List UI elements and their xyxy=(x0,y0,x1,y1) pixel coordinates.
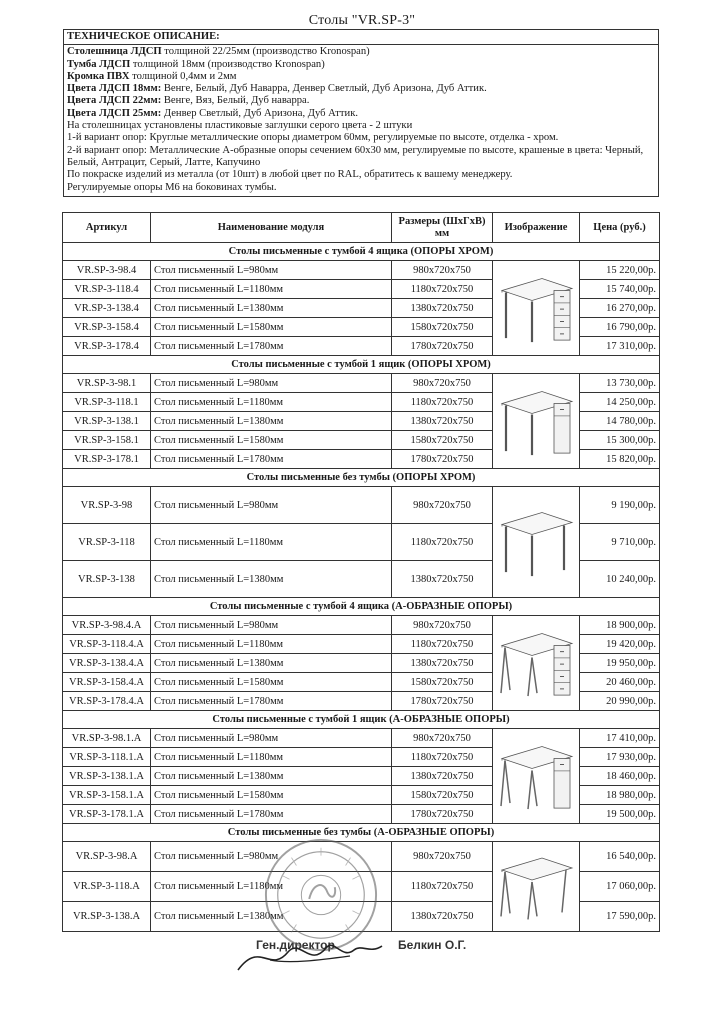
size-cell: 1780х720х750 xyxy=(392,450,493,469)
size-cell: 980х720х750 xyxy=(392,487,493,524)
table-header-row xyxy=(63,213,660,243)
signatory-position: Ген.директор xyxy=(256,938,335,952)
tech-line: По покраске изделий из металла (от 10шт) в любой цвет по RAL, обратитесь к вашему менеджеру. xyxy=(67,169,513,181)
name-cell: Стол письменный L=1780мм xyxy=(151,805,392,824)
article-cell: VR.SP-3-158.4 xyxy=(63,318,151,337)
price-cell: 9 190,00р. xyxy=(580,487,660,524)
section-title: Столы письменные без тумбы (А-ОБРАЗНЫЕ ОПОРЫ) xyxy=(63,824,660,842)
product-image-cell xyxy=(493,374,580,469)
article-cell: VR.SP-3-178.1 xyxy=(63,450,151,469)
name-cell: Стол письменный L=1380мм xyxy=(151,412,392,431)
name-cell: Стол письменный L=1380мм xyxy=(151,902,392,932)
size-cell: 980х720х750 xyxy=(392,261,493,280)
article-cell: VR.SP-3-118.A xyxy=(63,872,151,902)
article-cell: VR.SP-3-178.4.A xyxy=(63,692,151,711)
size-cell: 980х720х750 xyxy=(392,842,493,872)
section-header-row xyxy=(63,469,660,487)
article-cell: VR.SP-3-118.1 xyxy=(63,393,151,412)
desk-a-frame-no-pedestal-icon xyxy=(496,845,576,929)
article-cell: VR.SP-3-138 xyxy=(63,561,151,598)
price-cell: 19 420,00р. xyxy=(580,635,660,654)
price-cell: 15 220,00р. xyxy=(580,261,660,280)
article-cell: VR.SP-3-158.4.A xyxy=(63,673,151,692)
name-cell: Стол письменный L=980мм xyxy=(151,842,392,872)
size-cell: 1580х720х750 xyxy=(392,318,493,337)
section-title: Столы письменные с тумбой 4 ящика (А-ОБРАЗНЫЕ ОПОРЫ) xyxy=(63,598,660,616)
table-row xyxy=(63,487,660,524)
price-cell: 14 780,00р. xyxy=(580,412,660,431)
size-cell: 1780х720х750 xyxy=(392,692,493,711)
size-cell: 1180х720х750 xyxy=(392,748,493,767)
size-cell: 1180х720х750 xyxy=(392,393,493,412)
price-cell: 15 740,00р. xyxy=(580,280,660,299)
article-cell: VR.SP-3-158.1.A xyxy=(63,786,151,805)
name-cell: Стол письменный L=1780мм xyxy=(151,450,392,469)
size-cell: 1580х720х750 xyxy=(392,673,493,692)
name-cell: Стол письменный L=1580мм xyxy=(151,786,392,805)
tech-line: 1-й вариант опор: Круглые металлические опоры диаметром 60мм, регулируемые по высоте, отделка - хром. xyxy=(67,132,559,144)
size-cell: 1780х720х750 xyxy=(392,337,493,356)
section-header-row xyxy=(63,356,660,374)
article-cell: VR.SP-3-118 xyxy=(63,524,151,561)
price-cell: 19 950,00р. xyxy=(580,654,660,673)
price-cell: 9 710,00р. xyxy=(580,524,660,561)
article-cell: VR.SP-3-158.1 xyxy=(63,431,151,450)
price-cell: 16 790,00р. xyxy=(580,318,660,337)
size-cell: 1380х720х750 xyxy=(392,902,493,932)
name-cell: Стол письменный L=980мм xyxy=(151,616,392,635)
article-cell: VR.SP-3-178.4 xyxy=(63,337,151,356)
size-cell: 1180х720х750 xyxy=(392,280,493,299)
table-row xyxy=(63,261,660,280)
tech-line: Кромка ПВХ толщиной 0,4мм и 2мм xyxy=(67,70,237,82)
product-image-cell xyxy=(493,487,580,598)
name-cell: Стол письменный L=980мм xyxy=(151,261,392,280)
section-title: Столы письменные с тумбой 1 ящик (ОПОРЫ ХРОМ) xyxy=(63,356,660,374)
desk-chrome-1-drawer-icon xyxy=(496,378,576,464)
price-cell: 15 300,00р. xyxy=(580,431,660,450)
price-cell: 18 460,00р. xyxy=(580,767,660,786)
size-cell: 1180х720х750 xyxy=(392,524,493,561)
tech-line: На столешницах установлены пластиковые заглушки серого цвета - 2 штуки xyxy=(67,120,413,132)
table-row xyxy=(63,374,660,393)
tech-line: Цвета ЛДСП 25мм: Денвер Светлый, Дуб Аризона, Дуб Аттик. xyxy=(67,107,359,119)
price-cell: 17 060,00р. xyxy=(580,872,660,902)
article-cell: VR.SP-3-138.1 xyxy=(63,412,151,431)
size-cell: 980х720х750 xyxy=(392,374,493,393)
tech-line: 2-й вариант опор: Металлические А-образные опоры сечением 60х30 мм, регулируемые по высоте, крашеные в цвета: Черный, Белый, Антрацит, Серый, Латте, Капучино xyxy=(67,144,644,168)
header-size: Размеры (ШхГхВ) мм xyxy=(392,213,493,243)
name-cell: Стол письменный L=1180мм xyxy=(151,748,392,767)
price-cell: 20 990,00р. xyxy=(580,692,660,711)
product-image-cell xyxy=(493,842,580,932)
price-cell: 17 410,00р. xyxy=(580,729,660,748)
article-cell: VR.SP-3-98.4 xyxy=(63,261,151,280)
size-cell: 1380х720х750 xyxy=(392,561,493,598)
name-cell: Стол письменный L=980мм xyxy=(151,729,392,748)
article-cell: VR.SP-3-138.1.A xyxy=(63,767,151,786)
page-title: Столы "VR.SP-3" xyxy=(308,13,416,28)
article-cell: VR.SP-3-178.1.A xyxy=(63,805,151,824)
size-cell: 1380х720х750 xyxy=(392,299,493,318)
size-cell: 1380х720х750 xyxy=(392,654,493,673)
name-cell: Стол письменный L=1180мм xyxy=(151,635,392,654)
section-header-row xyxy=(63,598,660,616)
header-image: Изображение xyxy=(493,213,580,243)
signature-icon xyxy=(230,930,390,980)
tech-line: Цвета ЛДСП 18мм: Венге, Белый, Дуб Наварра, Денвер Светлый, Дуб Аризона, Дуб Аттик. xyxy=(67,83,487,95)
product-image-cell xyxy=(493,729,580,824)
price-cell: 13 730,00р. xyxy=(580,374,660,393)
price-cell: 17 590,00р. xyxy=(580,902,660,932)
desk-chrome-4-drawer-icon xyxy=(496,265,576,351)
price-cell: 14 250,00р. xyxy=(580,393,660,412)
name-cell: Стол письменный L=1380мм xyxy=(151,299,392,318)
tech-line: Тумба ЛДСП толщиной 18мм (производство Kronospan) xyxy=(67,58,325,70)
name-cell: Стол письменный L=1580мм xyxy=(151,673,392,692)
signatory-name: Белкин О.Г. xyxy=(398,938,467,952)
tech-line: Регулируемые опоры М6 на боковинах тумбы. xyxy=(67,181,277,193)
tech-line: Цвета ЛДСП 22мм: Венге, Вяз, Белый, Дуб наварра. xyxy=(67,95,310,107)
name-cell: Стол письменный L=1180мм xyxy=(151,280,392,299)
name-cell: Стол письменный L=1180мм xyxy=(151,524,392,561)
name-cell: Стол письменный L=1380мм xyxy=(151,654,392,673)
size-cell: 980х720х750 xyxy=(392,616,493,635)
product-image-cell xyxy=(493,261,580,356)
name-cell: Стол письменный L=1780мм xyxy=(151,692,392,711)
section-title: Столы письменные с тумбой 1 ящик (А-ОБРАЗНЫЕ ОПОРЫ) xyxy=(63,711,660,729)
article-cell: VR.SP-3-98 xyxy=(63,487,151,524)
name-cell: Стол письменный L=1380мм xyxy=(151,561,392,598)
article-cell: VR.SP-3-98.1.A xyxy=(63,729,151,748)
price-cell: 20 460,00р. xyxy=(580,673,660,692)
price-cell: 15 820,00р. xyxy=(580,450,660,469)
price-cell: 19 500,00р. xyxy=(580,805,660,824)
price-cell: 17 930,00р. xyxy=(580,748,660,767)
size-cell: 980х720х750 xyxy=(392,729,493,748)
name-cell: Стол письменный L=1580мм xyxy=(151,431,392,450)
price-cell: 18 980,00р. xyxy=(580,786,660,805)
article-cell: VR.SP-3-118.4 xyxy=(63,280,151,299)
name-cell: Стол письменный L=1380мм xyxy=(151,767,392,786)
article-cell: VR.SP-3-98.1 xyxy=(63,374,151,393)
section-header-row xyxy=(63,711,660,729)
size-cell: 1380х720х750 xyxy=(392,412,493,431)
table-row xyxy=(63,616,660,635)
name-cell: Стол письменный L=980мм xyxy=(151,487,392,524)
price-cell: 16 540,00р. xyxy=(580,842,660,872)
size-cell: 1180х720х750 xyxy=(392,872,493,902)
section-title: Столы письменные без тумбы (ОПОРЫ ХРОМ) xyxy=(63,469,660,487)
article-cell: VR.SP-3-138.4 xyxy=(63,299,151,318)
price-table xyxy=(62,212,660,932)
desk-chrome-no-pedestal-icon xyxy=(496,499,576,585)
technical-description xyxy=(63,29,659,197)
desk-a-frame-4-drawer-icon xyxy=(496,620,576,706)
section-title: Столы письменные с тумбой 4 ящика (ОПОРЫ ХРОМ) xyxy=(63,243,660,261)
desk-a-frame-1-drawer-icon xyxy=(496,733,576,819)
header-article: Артикул xyxy=(63,213,151,243)
price-cell: 18 900,00р. xyxy=(580,616,660,635)
price-cell: 17 310,00р. xyxy=(580,337,660,356)
section-header-row xyxy=(63,243,660,261)
article-cell: VR.SP-3-98.A xyxy=(63,842,151,872)
product-image-cell xyxy=(493,616,580,711)
size-cell: 1580х720х750 xyxy=(392,786,493,805)
article-cell: VR.SP-3-138.A xyxy=(63,902,151,932)
size-cell: 1580х720х750 xyxy=(392,431,493,450)
technical-description-heading: ТЕХНИЧЕСКОЕ ОПИСАНИЕ: xyxy=(64,30,658,45)
size-cell: 1180х720х750 xyxy=(392,635,493,654)
header-name: Наименование модуля xyxy=(151,213,392,243)
name-cell: Стол письменный L=1580мм xyxy=(151,318,392,337)
name-cell: Стол письменный L=1180мм xyxy=(151,393,392,412)
header-price: Цена (руб.) xyxy=(580,213,660,243)
article-cell: VR.SP-3-138.4.A xyxy=(63,654,151,673)
table-row xyxy=(63,729,660,748)
article-cell: VR.SP-3-118.4.A xyxy=(63,635,151,654)
name-cell: Стол письменный L=980мм xyxy=(151,374,392,393)
price-cell: 10 240,00р. xyxy=(580,561,660,598)
tech-line: Столешница ЛДСП толщиной 22/25мм (производство Kronospan) xyxy=(67,46,370,58)
article-cell: VR.SP-3-118.1.A xyxy=(63,748,151,767)
name-cell: Стол письменный L=1180мм xyxy=(151,872,392,902)
article-cell: VR.SP-3-98.4.A xyxy=(63,616,151,635)
size-cell: 1780х720х750 xyxy=(392,805,493,824)
name-cell: Стол письменный L=1780мм xyxy=(151,337,392,356)
size-cell: 1380х720х750 xyxy=(392,767,493,786)
price-cell: 16 270,00р. xyxy=(580,299,660,318)
